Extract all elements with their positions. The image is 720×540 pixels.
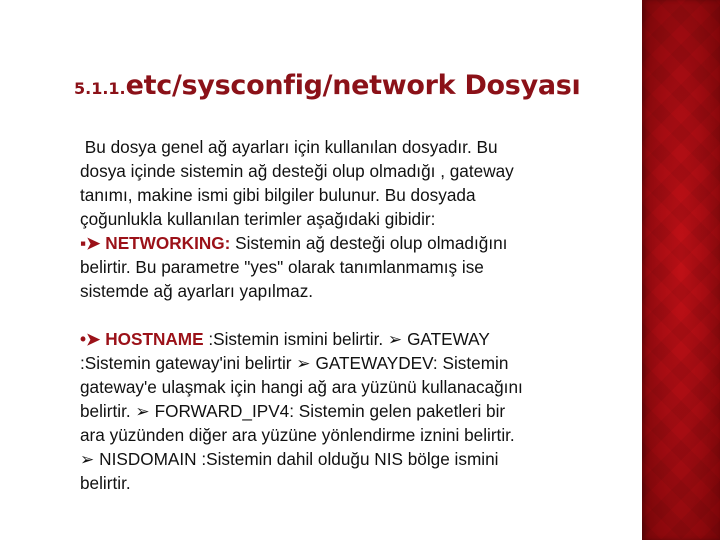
text-line: Bu dosya genel ağ ayarları için kullanılan dosyadır. Bu bbox=[80, 137, 498, 157]
text-line: belirtir. bbox=[80, 473, 131, 493]
networking-item bbox=[80, 231, 514, 255]
text-line: belirtir. Bu parametre "yes" olarak tanımlanmamış ise bbox=[80, 257, 484, 277]
text-line: :Sistemin gateway'ini belirtir ➢ GATEWAYDEV: Sistemin bbox=[80, 353, 509, 373]
decorative-red-sidebar bbox=[642, 0, 720, 540]
item-text: Sistemin ağ desteği olup olmadığını bbox=[230, 233, 508, 253]
bullet-arrow-icon: •➤ bbox=[80, 329, 106, 349]
keyword-networking: NETWORKING: bbox=[105, 233, 231, 253]
hostname-item bbox=[80, 327, 523, 351]
text-line: ara yüzünden diğer ara yüzüne yönlendirme iznini belirtir. bbox=[80, 425, 515, 445]
section-number: 5.1.1. bbox=[74, 79, 126, 98]
item-text: :Sistemin ismini belirtir. ➢ GATEWAY bbox=[203, 329, 490, 349]
bullet-arrow-icon: ▪➤ bbox=[80, 233, 106, 253]
text-line: gateway'e ulaşmak için hangi ağ ara yüzünü kullanacağını bbox=[80, 377, 523, 397]
text-line: sistemde ağ ayarları yapılmaz. bbox=[80, 281, 314, 301]
keyword-hostname: HOSTNAME bbox=[105, 329, 204, 349]
slide-title bbox=[74, 70, 581, 101]
text-line: ➢ NISDOMAIN :Sistemin dahil olduğu NIS bölge ismini bbox=[80, 449, 499, 469]
intro-paragraph bbox=[80, 135, 514, 303]
text-line: dosya içinde sistemin ağ desteği olup olmadığı , gateway bbox=[80, 161, 514, 181]
text-line: belirtir. ➢ FORWARD_IPV4: Sistemin gelen paketleri bir bbox=[80, 401, 506, 421]
text-line: tanımı, makine ismi gibi bilgiler bulunur. Bu dosyada bbox=[80, 185, 476, 205]
terms-paragraph bbox=[80, 327, 523, 495]
text-line: çoğunlukla kullanılan terimler aşağıdaki gibidir: bbox=[80, 209, 436, 229]
title-text: etc/sysconfig/network Dosyası bbox=[125, 70, 581, 101]
